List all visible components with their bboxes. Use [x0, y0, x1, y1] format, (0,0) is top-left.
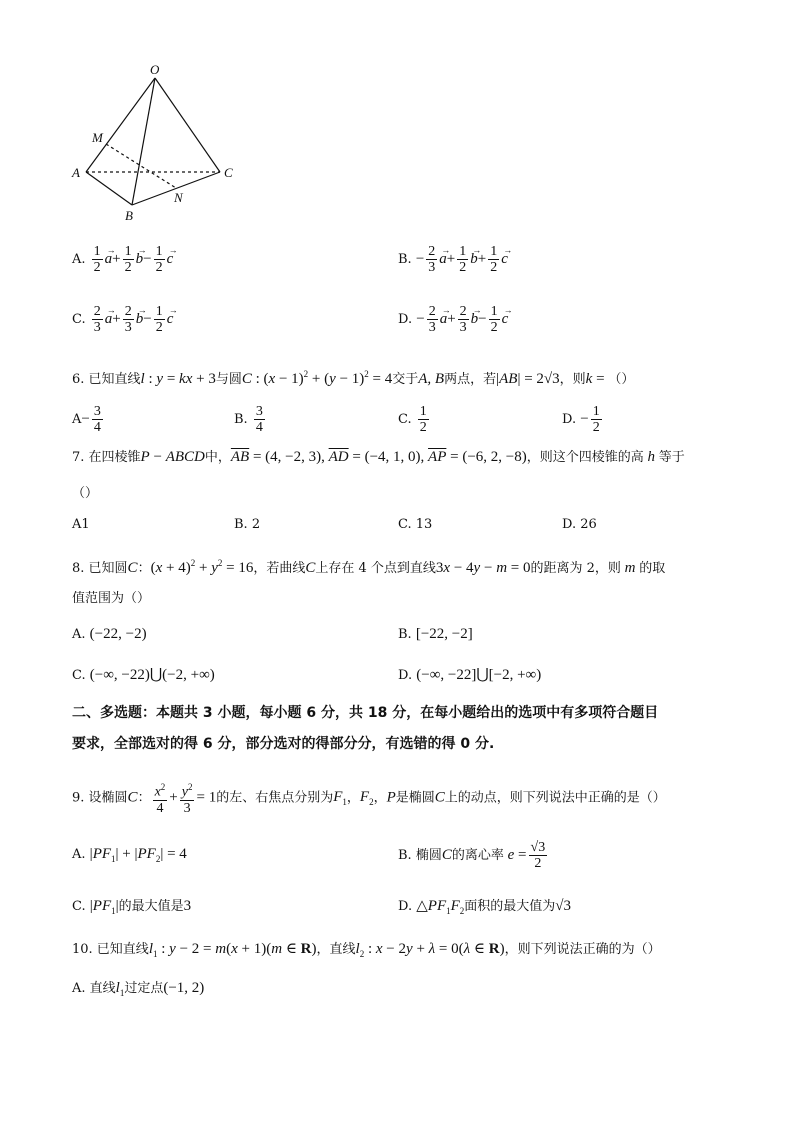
edge-OA	[86, 78, 155, 172]
q6-stem: 6. 已知直线l : y = kx + 3与圆C : $(x - 1)^2 + (y - 1)^2 = 4$交于A, B两点，若|AB| = 2√3，则k = （）	[72, 369, 635, 387]
q6-option-a: A− $\frac{3}{4}$	[72, 404, 101, 435]
q6-option-d: D. − $\frac{1}{2}$	[562, 404, 600, 435]
q8-option-c: C. (−∞, −22)⋃(−2, +∞)	[72, 667, 215, 683]
q9-option-a: A. $|PF_1| + |PF_2| = 4$	[72, 846, 187, 864]
q7-stem: 7. 在四棱锥P − ABCD中，$\overline{AB} = (4$, −2, 3), $\overline{AD} = (-4$, 1, 0), $\overline{AP} = (-6$, 2, −8)，则这个四棱锥的高 h 等于	[72, 449, 685, 465]
section2-heading-line1: 二、多选题：本题共 3 小题，每小题 6 分，共 18 分，在每小题给出的选项中有多项符合题目	[72, 705, 659, 721]
q5-option-a: A. $\frac{1}{2}$ a →+ $\frac{1}{2}$ b →− $\frac{1}{2}$ c →	[72, 244, 173, 275]
tetrahedron-figure	[70, 60, 240, 225]
label-M: M	[92, 130, 103, 145]
edge-OB	[132, 78, 155, 205]
label-B: B	[125, 208, 133, 223]
label-A: A	[72, 165, 80, 180]
q8-option-a: A. (−22, −2)	[72, 626, 147, 642]
q7-option-c: C. 13	[398, 517, 433, 532]
q7-option-a: A1	[72, 517, 90, 532]
q8-stem-cont: 值范围为（）	[72, 591, 151, 606]
q7-stem-cont: （）	[72, 486, 99, 501]
q8-stem: 8. 已知圆C：$(x + 4)^2 + y^2 = 16$，若曲线C上存在 4 个点到直线3x − 4y − m = 0的距离为 2，则 m 的取	[72, 558, 666, 576]
segment-MN-dashed	[106, 144, 176, 188]
q8-option-b: B. [−22, −2]	[398, 626, 473, 642]
q9-option-c: C. $|PF_1|$的最大值是3	[72, 898, 192, 916]
q9-option-b: B. 椭圆C的离心率 e = $\frac{√3}{2}$	[398, 840, 546, 871]
q6-option-c: C. $\frac{1}{2}$	[398, 404, 427, 435]
label-O: O	[150, 62, 160, 77]
edge-OC	[155, 78, 220, 172]
q7-option-d: D. 26	[562, 517, 597, 532]
q7-option-b: B. 2	[234, 517, 261, 532]
q9-stem: 9. 设椭圆C： $\frac{x^2}{4}$ + $\frac{y^2}{3}$ = 1的左、右焦点分别为$F_1$，$F_2$，P是椭圆C上的动点，则下列说法中正确的是（）	[72, 782, 666, 816]
label-C: C	[224, 165, 233, 180]
q6-option-b: B. $\frac{3}{4}$	[234, 404, 263, 435]
q10-option-a: A. 直线$l_1$过定点(−1, 2)	[72, 980, 205, 998]
q9-option-d: D. $\triangle PF_1F_2$面积的最大值为√3	[398, 898, 572, 916]
label-N: N	[174, 190, 183, 205]
q5-option-b: B. − $\frac{2}{3}$ a →+ $\frac{1}{2}$ b →+ $\frac{1}{2}$ c →	[398, 244, 508, 275]
q5-option-c: C. $\frac{2}{3}$ a →+ $\frac{2}{3}$ b →− $\frac{1}{2}$ c →	[72, 304, 173, 335]
q5-option-d: D. − $\frac{2}{3}$ a →+ $\frac{2}{3}$ b →− $\frac{1}{2}$ c →	[398, 304, 508, 335]
q8-option-d: D. (−∞, −22]⋃[−2, +∞)	[398, 667, 542, 683]
edge-AB	[86, 172, 132, 205]
q10-stem: 10. 已知直线$l_1$ : y − 2 = m(x + 1)(m ∈ R)，直线$l_2$ : x − 2y + λ = 0(λ ∈ R)，则下列说法正确的为（）	[72, 941, 661, 959]
section2-heading-line2: 要求，全部选对的得 6 分，部分选对的得部分分，有选错的得 0 分.	[72, 736, 495, 752]
